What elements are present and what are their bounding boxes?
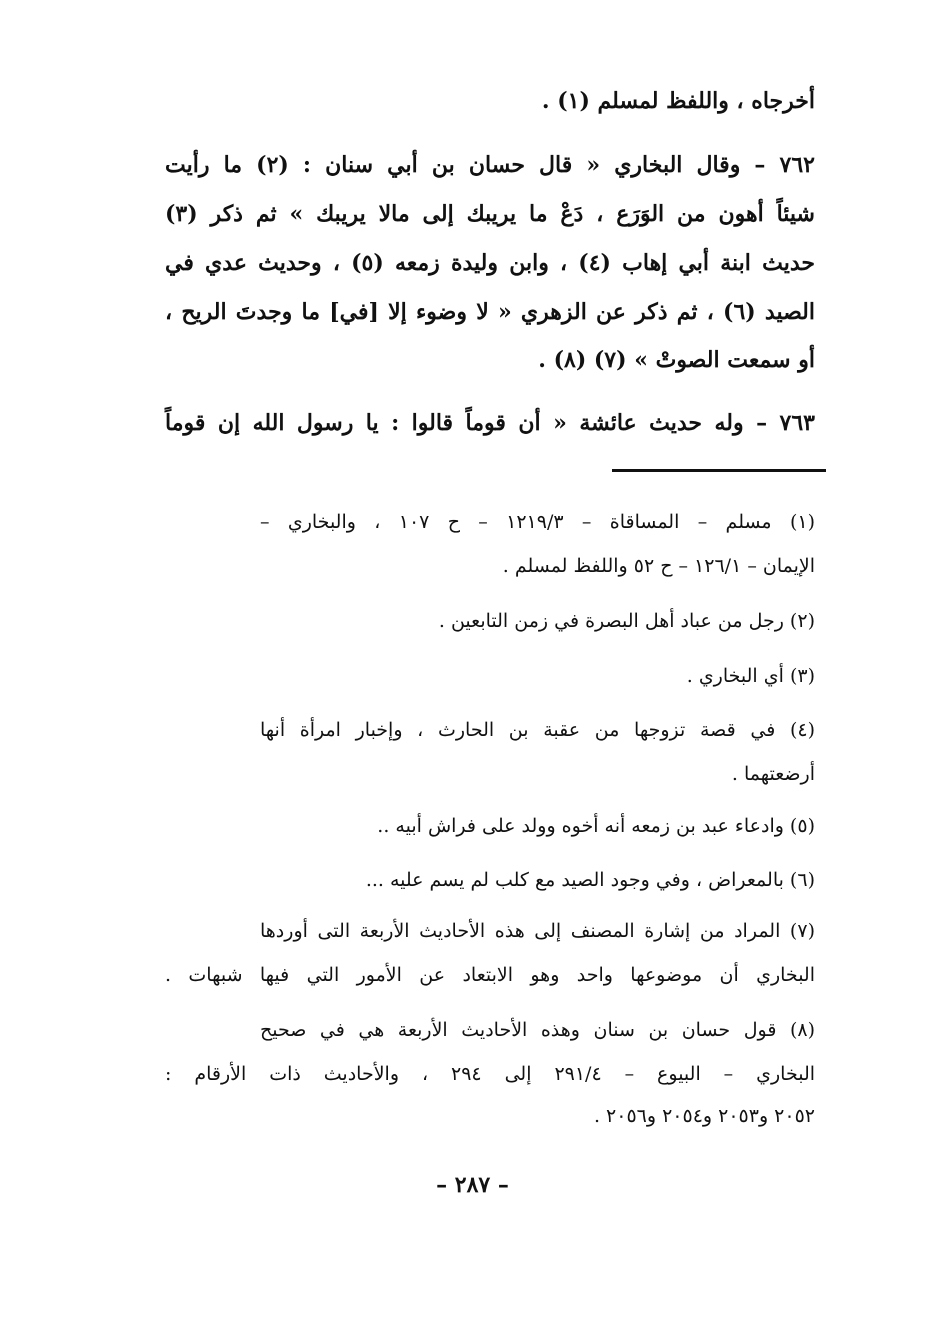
footnote-5-line-1: (٥) وادعاء عبد بن زمعه أنه أخوه وولد على فراش أبيه .. [377, 815, 815, 837]
footnote-8-line-3: ٢٠٥٢ و٢٠٥٣ و٢٠٥٤ و٢٠٥٦ . [593, 1105, 815, 1127]
footnote-1-line-1: (١) مسلم – المساقاة – ١٢١٩/٣ – ح ١٠٧ ، والبخاري – [260, 511, 815, 533]
footnote-3-line-1: (٣) أي البخاري . [686, 665, 815, 687]
footnote-4-line-1: (٤) في قصة تزوجها من عقبة بن الحارث ، وإخبار امرأة أنها [260, 719, 815, 741]
footnote-7-line-2: البخاري أن موضوعها واحد وهو الابتعاد عن الأمور التي فيها شبهات . [165, 964, 815, 986]
footnote-1-line-2: الإيمان – ١٢٦/١ – ح ٥٢ واللفظ لمسلم . [502, 555, 815, 577]
footnote-8-line-2: البخاري – البيوع – ٢٩١/٤ إلى ٢٩٤ ، والأحاديث ذات الأرقام : [165, 1063, 816, 1085]
hadith-762-line-2: شيئاً أهون من الوَرَع ، دَعْ ما يريبك إلى مالا يريبك » ثم ذكر (٣) [165, 201, 815, 227]
footnote-6-line-1: (٦) بالمعراض ، وفي وجود الصيد مع كلب لم يسم عليه ... [365, 869, 815, 891]
footnote-2-line-1: (٢) رجل من عباد أهل البصرة في زمن التابعين . [438, 610, 815, 632]
footnote-4-line-2: أرضعتهما . [731, 763, 815, 785]
carryover-line: أخرجاه ، واللفظ لمسلم (١) . [541, 88, 815, 114]
hadith-762-line-3: حديث ابنة أبي إهاب (٤) ، وابن وليدة زمعه (٥) ، وحديث عدي في [165, 250, 815, 276]
page-number: – ٢٨٧ – [436, 1172, 509, 1198]
hadith-762-line-5: أو سمعت الصوتْ » (٧) (٨) . [538, 347, 815, 373]
footnote-7-line-1: (٧) المراد من إشارة المصنف إلى هذه الأحاديث الأربعة التى أوردها [260, 920, 815, 942]
footnote-separator [612, 469, 826, 472]
hadith-762-line-4: الصيد (٦) ، ثم ذكر عن الزهري « لا وضوء إلا [في] ما وجدتَ الريح ، [165, 299, 815, 325]
hadith-762-line-1: ٧٦٢ – وقال البخاري « قال حسان بن أبي سنان : (٢) ما رأيت [165, 152, 815, 178]
hadith-763-line-1: ٧٦٣ – وله حديث عائشة « أن قوماً قالوا : يا رسول الله إن قوماً [165, 410, 815, 436]
footnote-8-line-1: (٨) قول حسان بن سنان وهذه الأحاديث الأربعة هي في صحيح [260, 1019, 815, 1041]
